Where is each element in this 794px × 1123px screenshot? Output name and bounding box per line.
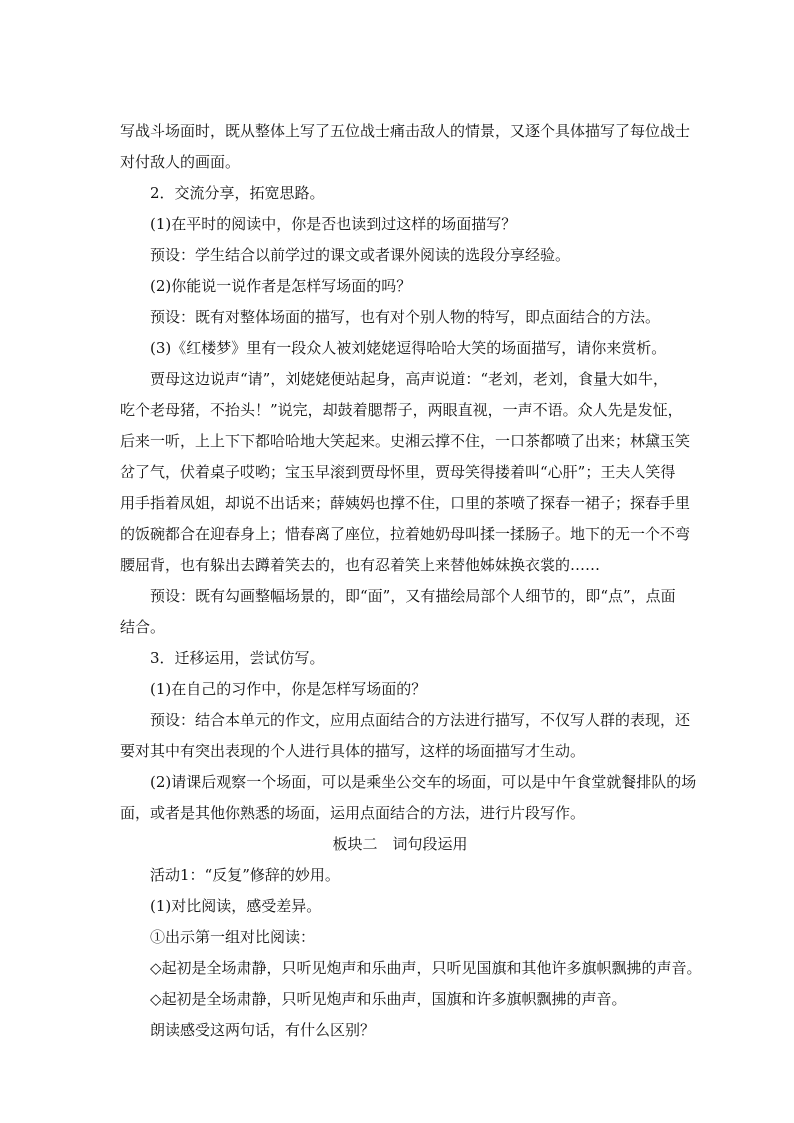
text-line: (2)你能说一说作者是怎样写场面的吗？ <box>150 277 412 295</box>
text-line: 预设：结合本单元的作文，应用点面结合的方法进行描写，不仅写人群的表现，还 <box>150 711 691 729</box>
text-line: ①出示第一组对比阅读： <box>150 928 316 946</box>
text-line: ◇起初是全场肃静，只听见炮声和乐曲声，只听见国旗和其他许多旗帜飘拂的声音。 <box>150 959 702 977</box>
text-line: 吃个老母猪，不抬头！”说完，却鼓着腮帮子，两眼直视，一声不语。众人先是发怔， <box>120 401 683 419</box>
text-line: 后来一听，上上下下都哈哈地大笑起来。史湘云撑不住，一口茶都喷了出来；林黛玉笑 <box>120 432 691 450</box>
text-line: ◇起初是全场肃静，只听见炮声和乐曲声，国旗和许多旗帜飘拂的声音。 <box>150 990 627 1008</box>
section-heading: 板块二 词句段运用 <box>332 835 468 853</box>
text-line: 贾母这边说声“请”，刘姥姥便站起身，高声说道：“老刘，老刘，食量大如牛， <box>150 370 669 388</box>
text-line: 要对其中有突出表现的个人进行具体的描写，这样的场面描写才生动。 <box>120 742 586 760</box>
text-line: 预设：既有对整体场面的描写，也有对个别人物的特写，即点面结合的方法。 <box>150 308 661 326</box>
document-page <box>120 116 702 1046</box>
text-line: 对付敌人的画面。 <box>120 153 241 171</box>
text-line: 朗读感受这两句话，有什么区别？ <box>150 1021 376 1039</box>
text-line: 面，或者是其他你熟悉的场面，运用点面结合的方法，进行片段写作。 <box>120 804 586 822</box>
text-line: 岔了气，伏着桌子哎哟；宝玉早滚到贾母怀里，贾母笑得搂着叫“心肝”；王夫人笑得 <box>120 463 676 481</box>
text-line: 结合。 <box>120 618 166 636</box>
text-line: 的饭碗都合在迎春身上；惜春离了座位，拉着她奶母叫揉一揉肠子。地下的无一个不弯 <box>120 525 691 543</box>
text-line: 2．交流分享，拓宽思路。 <box>150 184 325 202</box>
text-line: 3．迁移运用，尝试仿写。 <box>150 649 325 667</box>
text-line: 写战斗场面时，既从整体上写了五位战士痛击敌人的情景，又逐个具体描写了每位战士 <box>120 122 691 140</box>
text-line: 预设：学生结合以前学过的课文或者课外阅读的选段分享经验。 <box>150 246 571 264</box>
text-line: 腰屈背，也有躲出去蹲着笑去的，也有忍着笑上来替他姊妹换衣裳的…… <box>120 556 601 574</box>
text-line: 活动1：“反复”修辞的妙用。 <box>150 866 340 884</box>
text-line: (1)对比阅读，感受差异。 <box>150 897 322 915</box>
text-line: 用手指着凤姐，却说不出话来；薛姨妈也撑不住，口里的茶喷了探春一裙子；探春手里 <box>120 494 691 512</box>
text-line: (3)《红楼梦》里有一段众人被刘姥姥逗得哈哈大笑的场面描写，请你来赏析。 <box>150 339 667 357</box>
text-line: (1)在自己的习作中，你是怎样写场面的？ <box>150 680 427 698</box>
text-line: (2)请课后观察一个场面，可以是乘坐公交车的场面，可以是中午食堂就餐排队的场 <box>150 773 697 791</box>
text-line: (1)在平时的阅读中，你是否也读到过这样的场面描写？ <box>150 215 517 233</box>
text-line: 预设：既有勾画整幅场景的，即“面”，又有描绘局部个人细节的，即“点”，点面 <box>150 587 676 605</box>
